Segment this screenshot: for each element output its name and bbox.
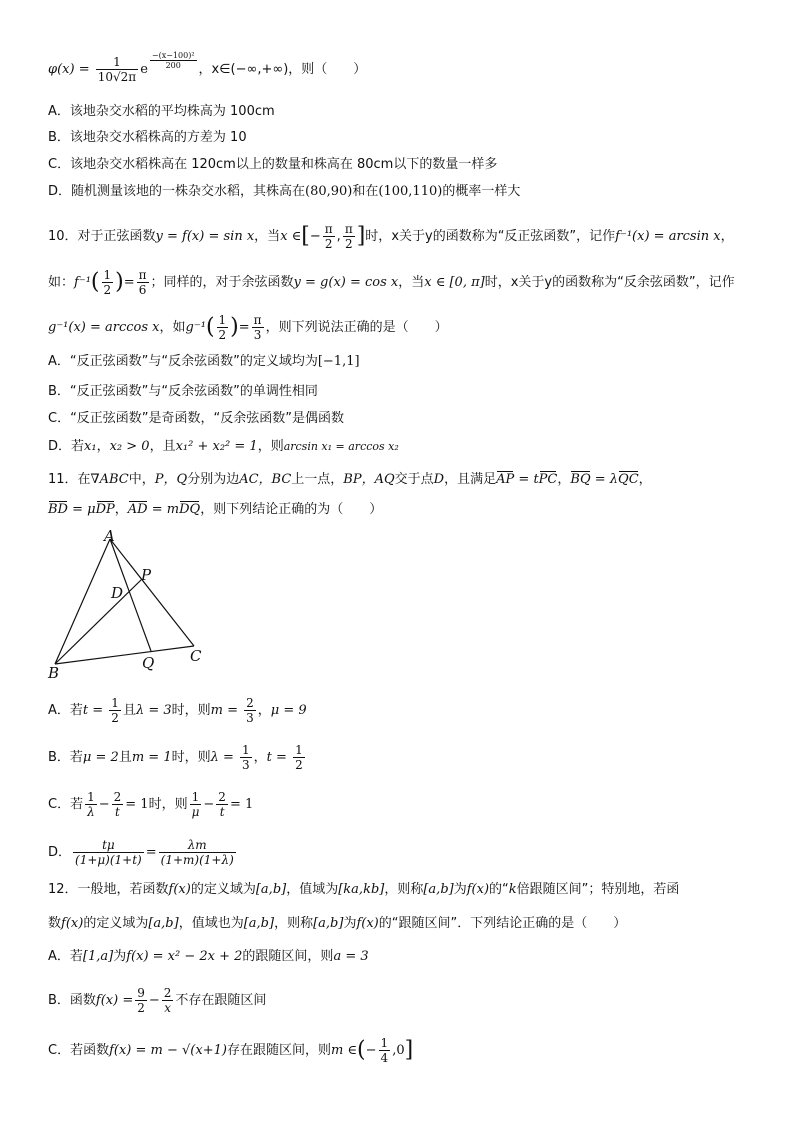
q9-option-d: D．随机测量该地的一株杂交水稻，其株高在(80,90)和在(100,110)的概率一样大: [48, 184, 521, 199]
q11-line-1: 11．在∇ABC中，P，Q分别为边AC，BC上一点，BP，AQ交于点D，且满足AP = tPC，BQ = λQC，: [48, 470, 652, 490]
q9-option-c: C．该地杂交水稻株高在 120cm以上的数量和株高在 80cm以下的数量一样多: [48, 157, 498, 172]
label-q: Q: [142, 654, 155, 672]
q10-option-b: B．“反正弦函数”与“反余弦函数”的单调性相同: [48, 384, 318, 399]
q12-option-a: A．若[1,a]为f(x) = x² − 2x + 2的跟随区间，则a = 3: [48, 949, 369, 964]
label-c: C: [190, 647, 202, 665]
q11-option-b: B．若μ = 2且m = 1时，则λ = $\frac{1}{3}$ ，t = $\frac{1}{2}$: [48, 743, 303, 772]
q10-line-2: 如：f⁻¹( $\frac{1}{2}$ )= $\frac{\pi}{6}$ ；同样的，对于余弦函数y = g(x) = cos x，当x ∈ [0, π]时，x关于y的函数称为“反余弦函数”，记作: [48, 268, 735, 297]
label-a: A: [104, 528, 115, 545]
triangle-figure: [44, 528, 214, 678]
label-p: P: [141, 566, 152, 584]
q10-option-d: D．若x₁，x₂ > 0，且x₁² + x₂² = 1，则arcsin x₁ = arccos x₂: [48, 439, 399, 454]
q11-option-c: C．若 $\frac{1}{\lambda}$ − $\frac{2}{t}$ = 1时，则 $\frac{1}{\mu}$ − $\frac{2}{t}$ = 1: [48, 790, 254, 819]
q10-line-3: g⁻¹(x) = arccos x，如g⁻¹( $\frac{1}{2}$ )= $\frac{\pi}{3}$ ，则下列说法正确的是（ ）: [48, 313, 448, 342]
q10-option-a: A．“反正弦函数”与“反余弦函数”的定义域均为[−1,1]: [48, 354, 360, 369]
q12-line-1: 12．一般地，若函数f(x)的定义域为[a,b]，值域为[ka,kb]，则称[a,b]为f(x)的“k倍跟随区间”；特别地，若函: [48, 882, 680, 897]
q9-option-b: B．该地杂交水稻株高的方差为 10: [48, 130, 247, 145]
q11-option-d: D． $\frac{t\mu}{(1+\mu)(1+t)}$ = $\frac{\lambda m}{(1+m)(1+\lambda)}$: [48, 838, 234, 867]
q12-option-c: C．若函数f(x) = m − √(x+1)存在跟随区间，则m ∈(− $\frac{1}{4}$ ,0]: [48, 1036, 414, 1065]
label-d: D: [111, 584, 124, 602]
q12-line-2: 数f(x)的定义域为[a,b]，值域也为[a,b]，则称[a,b]为f(x)的“跟随区间”．下列结论正确的是（ ）: [48, 916, 627, 931]
q12-option-b: B．函数f(x) = $\frac{9}{2}$ − $\frac{2}{x}$ 不存在跟随区间: [48, 986, 267, 1015]
q9-exponent: $\frac{\text{−(x−100)²}}{200}$: [151, 51, 195, 70]
label-b: B: [48, 664, 60, 678]
q10-line-1: 10．对于正弦函数y = f(x) = sin x，当x ∈[− $\frac{\pi}{2}$ , $\frac{\pi}{2}$ ]时，x关于y的函数称为“反正弦函数”，记作f⁻¹(x) = arcsin x，: [48, 222, 734, 251]
q9-coef-fraction: $\frac{1}{10√2\pi}$: [97, 55, 137, 84]
q11-line-2: BD = μDP，AD = mDQ，则下列结论正确的为（ ）: [48, 500, 382, 520]
q9-formula: φ(x) = $\frac{1}{10√2\pi}$ e $\frac{\text{−(x−100)²}}{200}$ ，x∈(−∞,+∞)，则（ ）: [48, 51, 367, 84]
q11-option-a: A．若t = $\frac{1}{2}$ 且λ = 3时，则m = $\frac{2}{3}$ ，μ = 9: [48, 696, 307, 725]
q9-option-a: A．该地杂交水稻的平均株高为 100cm: [48, 104, 275, 119]
q10-option-c: C．“反正弦函数”是奇函数，“反余弦函数”是偶函数: [48, 411, 345, 426]
